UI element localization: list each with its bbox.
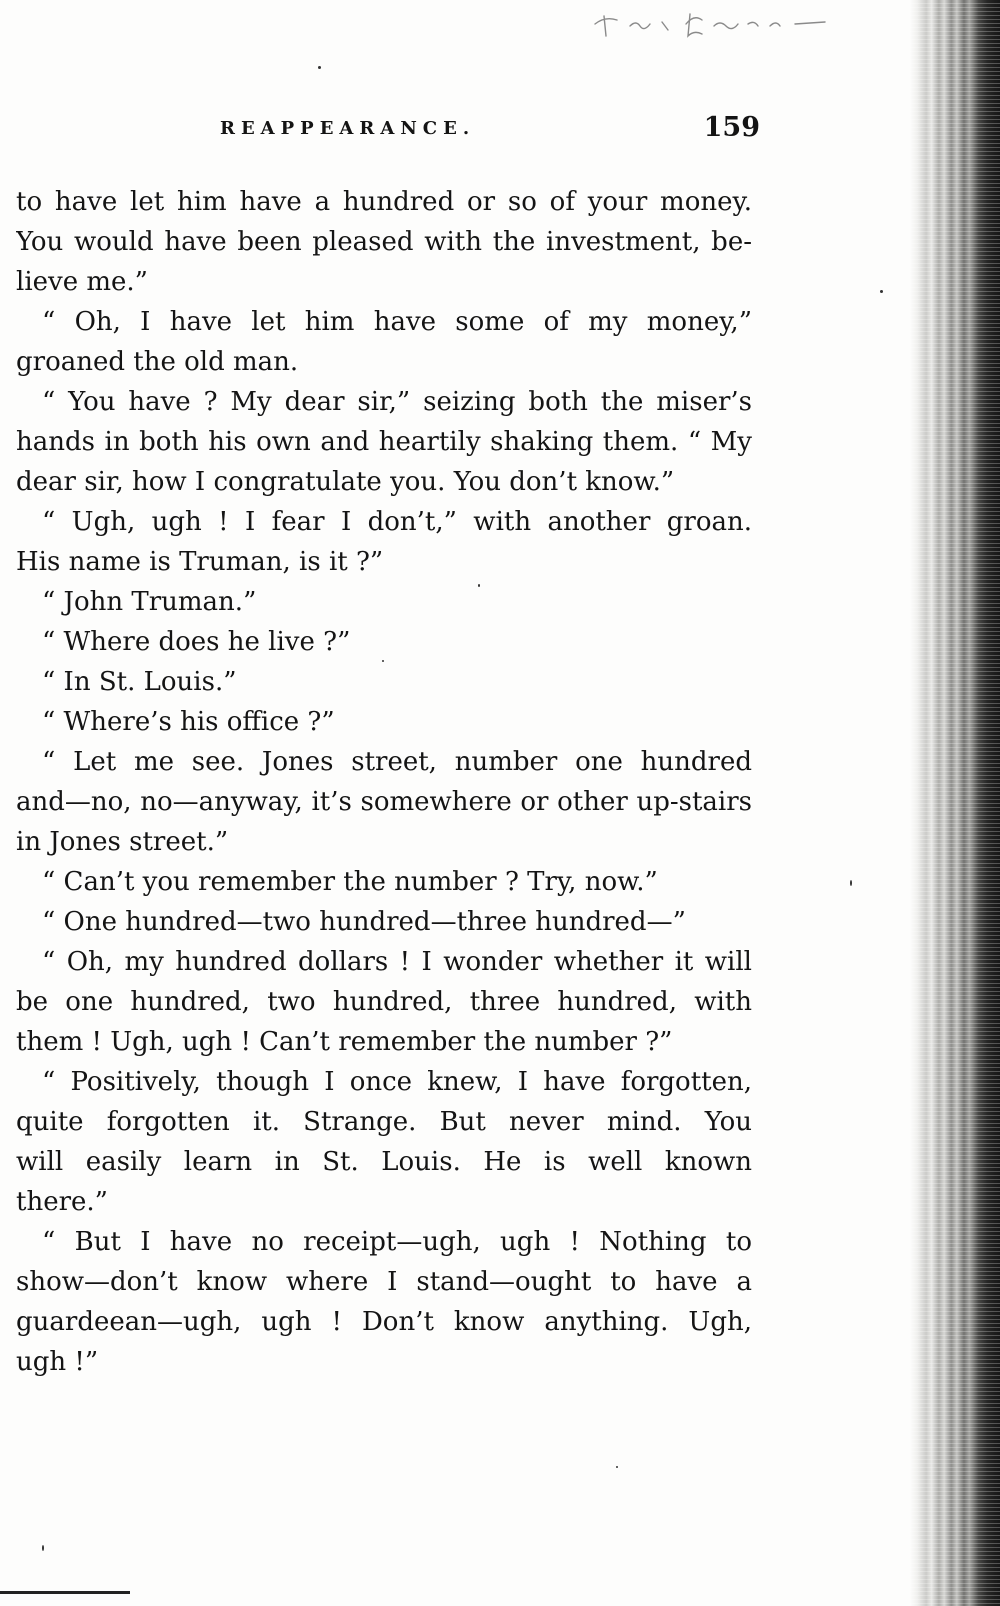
bottom-rule <box>0 1591 130 1594</box>
running-title: REAPPEARANCE. <box>220 118 476 139</box>
ink-speck <box>850 880 852 886</box>
binding-edge <box>910 0 1000 1606</box>
text-line: “ Let me see. Jones street, number one hundred <box>42 747 752 777</box>
text-line: “ Positively, though I once knew, I have forgotten, <box>42 1067 752 1097</box>
text-line: hands in both his own and heartily shaking them. “ My <box>16 427 752 457</box>
pencil-annotation <box>590 2 870 42</box>
text-line: “ But I have no receipt—ugh, ugh ! Nothing to <box>42 1227 752 1257</box>
text-line: “ You have ? My dear sir,” seizing both the miser’s <box>42 387 752 417</box>
text-line: guardeean—ugh, ugh ! Don’t know anything. Ugh, <box>16 1307 752 1337</box>
text-line: there.” <box>16 1187 108 1217</box>
text-line: “ Ugh, ugh ! I fear I don’t,” with another groan. <box>42 507 752 537</box>
text-line: “ Oh, I have let him have some of my money,” <box>42 307 752 337</box>
page-number: 159 <box>703 112 760 143</box>
text-line: groaned the old man. <box>16 347 299 377</box>
text-line: You would have been pleased with the investment, be- <box>16 227 752 257</box>
ink-speck <box>318 66 321 69</box>
text-line: them ! Ugh, ugh ! Can’t remember the number ?” <box>16 1027 673 1057</box>
text-line: to have let him have a hundred or so of your money. <box>16 187 752 217</box>
body-text <box>16 182 752 1382</box>
text-line: “ John Truman.” <box>42 587 257 617</box>
running-head <box>20 112 760 152</box>
text-line: ugh !” <box>16 1347 99 1377</box>
text-line: “ Where does he live ?” <box>42 627 351 657</box>
text-line: dear sir, how I congratulate you. You don’t know.” <box>16 467 675 497</box>
text-line: be one hundred, two hundred, three hundred, with <box>16 987 752 1017</box>
text-line: and—no, no—anyway, it’s somewhere or other up-stairs <box>16 787 752 817</box>
text-line: “ One hundred—two hundred—three hundred—” <box>42 907 686 937</box>
ink-speck <box>616 1466 618 1468</box>
text-line: will easily learn in St. Louis. He is well known <box>16 1147 752 1177</box>
text-line: “ Can’t you remember the number ? Try, now.” <box>42 867 658 897</box>
ink-speck <box>382 660 384 662</box>
text-line: lieve me.” <box>16 267 148 297</box>
text-line: in Jones street.” <box>16 827 229 857</box>
text-line: show—don’t know where I stand—ought to have a <box>16 1267 752 1297</box>
text-line: “ In St. Louis.” <box>42 667 237 697</box>
text-line: “ Oh, my hundred dollars ! I wonder whether it will <box>42 947 752 977</box>
text-line: His name is Truman, is it ?” <box>16 547 384 577</box>
ink-speck <box>478 584 480 587</box>
text-line: “ Where’s his office ?” <box>42 707 335 737</box>
ink-speck <box>42 1545 44 1551</box>
text-line: quite forgotten it. Strange. But never mind. You <box>16 1107 752 1137</box>
ink-speck <box>880 290 883 293</box>
